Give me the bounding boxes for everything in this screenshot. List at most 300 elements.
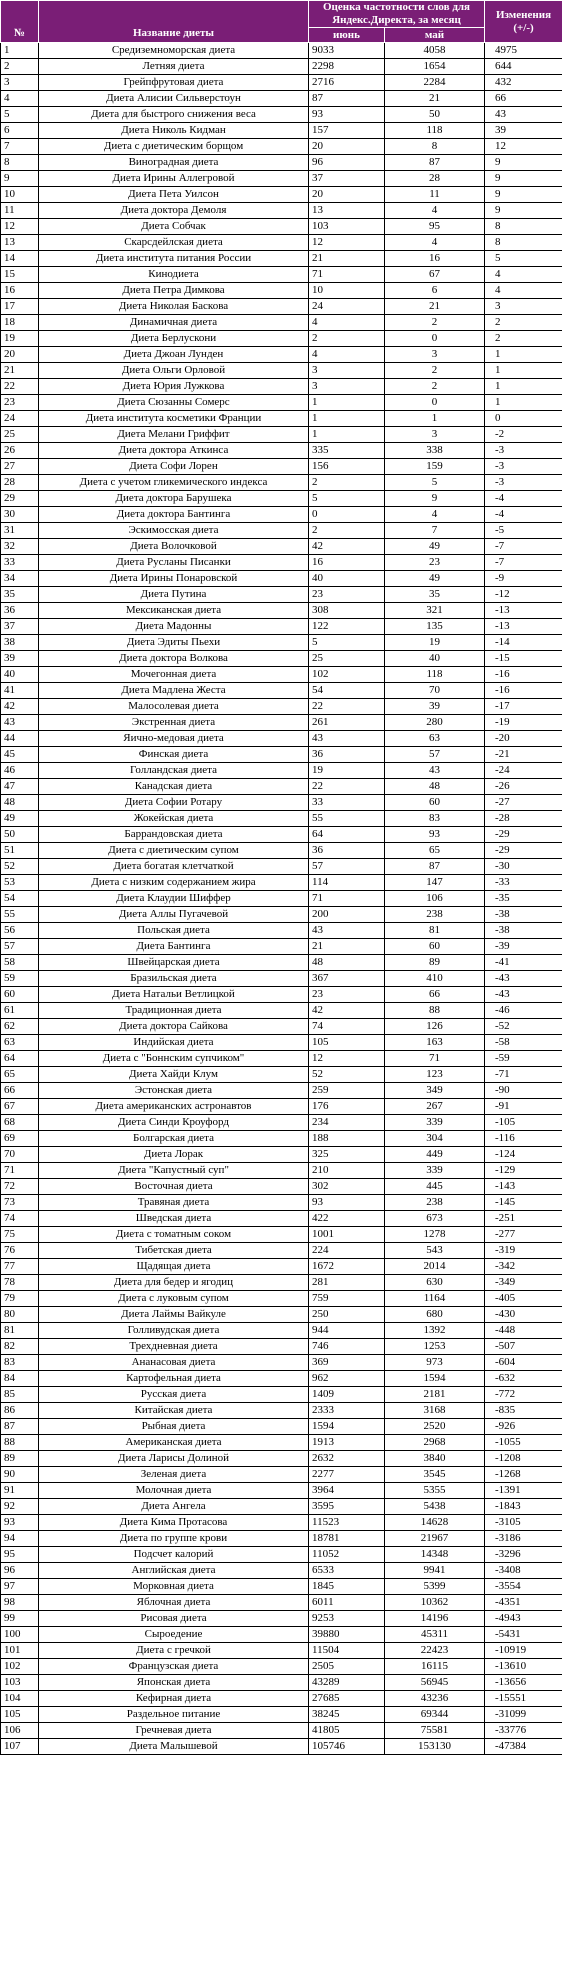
cell-may: 7	[385, 523, 485, 539]
cell-may: 4	[385, 507, 485, 523]
cell-number: 76	[1, 1243, 39, 1259]
cell-number: 97	[1, 1579, 39, 1595]
cell-may: 35	[385, 587, 485, 603]
cell-may: 238	[385, 1195, 485, 1211]
cell-diet-name: Щадящая диета	[39, 1259, 309, 1275]
cell-diet-name: Диета института косметики Франции	[39, 411, 309, 427]
cell-june: 9033	[309, 43, 385, 59]
cell-june: 105746	[309, 1739, 385, 1755]
cell-change: -4	[485, 507, 562, 523]
table-row	[1, 1499, 562, 1515]
table-row	[1, 571, 562, 587]
cell-june: 39880	[309, 1627, 385, 1643]
cell-number: 17	[1, 299, 39, 315]
cell-number: 18	[1, 315, 39, 331]
cell-june: 1672	[309, 1259, 385, 1275]
cell-diet-name: Японская диета	[39, 1675, 309, 1691]
cell-june: 3	[309, 363, 385, 379]
cell-june: 23	[309, 587, 385, 603]
cell-change: -430	[485, 1307, 562, 1323]
cell-number: 83	[1, 1355, 39, 1371]
table-body	[1, 43, 562, 1755]
table-row	[1, 1243, 562, 1259]
cell-may: 45311	[385, 1627, 485, 1643]
cell-june: 57	[309, 859, 385, 875]
cell-change: -277	[485, 1227, 562, 1243]
cell-diet-name: Диета Синди Кроуфорд	[39, 1115, 309, 1131]
cell-diet-name: Диета для быстрого снижения веса	[39, 107, 309, 123]
cell-change: 3	[485, 299, 562, 315]
table-row	[1, 123, 562, 139]
cell-number: 4	[1, 91, 39, 107]
cell-june: 93	[309, 107, 385, 123]
cell-number: 22	[1, 379, 39, 395]
cell-june: 33	[309, 795, 385, 811]
cell-may: 4	[385, 235, 485, 251]
cell-may: 2181	[385, 1387, 485, 1403]
cell-diet-name: Диета Русланы Писанки	[39, 555, 309, 571]
cell-diet-name: Бразильская диета	[39, 971, 309, 987]
table-row	[1, 763, 562, 779]
cell-diet-name: Диета Пета Уилсон	[39, 187, 309, 203]
table-row	[1, 1227, 562, 1243]
cell-number: 73	[1, 1195, 39, 1211]
cell-may: 135	[385, 619, 485, 635]
cell-june: 210	[309, 1163, 385, 1179]
cell-may: 2014	[385, 1259, 485, 1275]
table-row	[1, 379, 562, 395]
cell-june: 74	[309, 1019, 385, 1035]
cell-number: 46	[1, 763, 39, 779]
cell-change: -1268	[485, 1467, 562, 1483]
cell-change: -26	[485, 779, 562, 795]
cell-change: -835	[485, 1403, 562, 1419]
cell-diet-name: Традиционная диета	[39, 1003, 309, 1019]
header-may: май	[385, 28, 485, 43]
cell-number: 12	[1, 219, 39, 235]
cell-diet-name: Диета Ларисы Долиной	[39, 1451, 309, 1467]
cell-june: 40	[309, 571, 385, 587]
cell-change: -772	[485, 1387, 562, 1403]
cell-change: -319	[485, 1243, 562, 1259]
cell-change: 9	[485, 203, 562, 219]
cell-change: -28	[485, 811, 562, 827]
cell-change: 0	[485, 411, 562, 427]
cell-may: 1164	[385, 1291, 485, 1307]
cell-may: 43	[385, 763, 485, 779]
header-frequency-group: Оценка частотности слов для Яндекс.Директа, за месяц	[309, 1, 485, 28]
cell-june: 21	[309, 251, 385, 267]
cell-change: 4975	[485, 43, 562, 59]
cell-may: 153130	[385, 1739, 485, 1755]
cell-june: 302	[309, 1179, 385, 1195]
table-row	[1, 1403, 562, 1419]
cell-change: -38	[485, 907, 562, 923]
cell-diet-name: Голландская диета	[39, 763, 309, 779]
cell-june: 6011	[309, 1595, 385, 1611]
cell-diet-name: Рисовая диета	[39, 1611, 309, 1627]
table-row	[1, 395, 562, 411]
cell-change: -46	[485, 1003, 562, 1019]
cell-may: 28	[385, 171, 485, 187]
cell-june: 367	[309, 971, 385, 987]
cell-change: -1055	[485, 1435, 562, 1451]
cell-number: 105	[1, 1707, 39, 1723]
cell-diet-name: Диета Сюзанны Сомерс	[39, 395, 309, 411]
cell-june: 24	[309, 299, 385, 315]
cell-june: 13	[309, 203, 385, 219]
cell-june: 2	[309, 523, 385, 539]
cell-change: -9	[485, 571, 562, 587]
table-row	[1, 779, 562, 795]
cell-number: 67	[1, 1099, 39, 1115]
cell-diet-name: Кефирная диета	[39, 1691, 309, 1707]
table-row	[1, 811, 562, 827]
table-row	[1, 1435, 562, 1451]
cell-june: 10	[309, 283, 385, 299]
cell-number: 27	[1, 459, 39, 475]
cell-change: -20	[485, 731, 562, 747]
cell-june: 52	[309, 1067, 385, 1083]
cell-diet-name: Раздельное питание	[39, 1707, 309, 1723]
cell-june: 38245	[309, 1707, 385, 1723]
cell-change: -3296	[485, 1547, 562, 1563]
cell-number: 71	[1, 1163, 39, 1179]
cell-may: 4058	[385, 43, 485, 59]
cell-change: -7	[485, 555, 562, 571]
cell-diet-name: Мочегонная диета	[39, 667, 309, 683]
cell-may: 14348	[385, 1547, 485, 1563]
cell-number: 45	[1, 747, 39, 763]
cell-may: 23	[385, 555, 485, 571]
cell-number: 85	[1, 1387, 39, 1403]
cell-june: 2632	[309, 1451, 385, 1467]
header-june: июнь	[309, 28, 385, 43]
cell-may: 1392	[385, 1323, 485, 1339]
table-row	[1, 683, 562, 699]
table-row	[1, 843, 562, 859]
cell-may: 118	[385, 667, 485, 683]
cell-diet-name: Китайская диета	[39, 1403, 309, 1419]
cell-number: 25	[1, 427, 39, 443]
table-row	[1, 1067, 562, 1083]
table-row	[1, 1355, 562, 1371]
cell-may: 10362	[385, 1595, 485, 1611]
cell-diet-name: Диета Петра Димкова	[39, 283, 309, 299]
cell-diet-name: Диета Хайди Клум	[39, 1067, 309, 1083]
cell-change: -405	[485, 1291, 562, 1307]
cell-may: 4	[385, 203, 485, 219]
cell-diet-name: Диета Николая Баскова	[39, 299, 309, 315]
table-row	[1, 43, 562, 59]
cell-diet-name: Диета Юрия Лужкова	[39, 379, 309, 395]
cell-number: 62	[1, 1019, 39, 1035]
cell-change: 5	[485, 251, 562, 267]
cell-change: -632	[485, 1371, 562, 1387]
cell-number: 31	[1, 523, 39, 539]
cell-june: 325	[309, 1147, 385, 1163]
table-row	[1, 1339, 562, 1355]
cell-change: -448	[485, 1323, 562, 1339]
cell-june: 6533	[309, 1563, 385, 1579]
cell-may: 75581	[385, 1723, 485, 1739]
cell-june: 5	[309, 635, 385, 651]
cell-diet-name: Жокейская диета	[39, 811, 309, 827]
cell-diet-name: Финская диета	[39, 747, 309, 763]
cell-june: 25	[309, 651, 385, 667]
cell-june: 2	[309, 475, 385, 491]
cell-number: 6	[1, 123, 39, 139]
cell-june: 944	[309, 1323, 385, 1339]
cell-change: -17	[485, 699, 562, 715]
cell-change: -35	[485, 891, 562, 907]
cell-number: 95	[1, 1547, 39, 1563]
cell-diet-name: Диета доктора Демоля	[39, 203, 309, 219]
table-row	[1, 91, 562, 107]
cell-diet-name: Яблочная диета	[39, 1595, 309, 1611]
table-row	[1, 1099, 562, 1115]
cell-number: 34	[1, 571, 39, 587]
cell-diet-name: Диета Алисии Сильверстоун	[39, 91, 309, 107]
cell-may: 57	[385, 747, 485, 763]
table-row	[1, 1531, 562, 1547]
cell-may: 9	[385, 491, 485, 507]
cell-diet-name: Скарсдейлская диета	[39, 235, 309, 251]
cell-change: 1	[485, 363, 562, 379]
cell-june: 261	[309, 715, 385, 731]
cell-june: 55	[309, 811, 385, 827]
cell-number: 84	[1, 1371, 39, 1387]
cell-change: -71	[485, 1067, 562, 1083]
cell-june: 43289	[309, 1675, 385, 1691]
cell-may: 280	[385, 715, 485, 731]
table-row	[1, 747, 562, 763]
cell-may: 267	[385, 1099, 485, 1115]
table-row	[1, 1387, 562, 1403]
cell-may: 21	[385, 299, 485, 315]
cell-number: 103	[1, 1675, 39, 1691]
cell-may: 673	[385, 1211, 485, 1227]
cell-june: 11504	[309, 1643, 385, 1659]
cell-may: 14628	[385, 1515, 485, 1531]
cell-number: 8	[1, 155, 39, 171]
cell-number: 64	[1, 1051, 39, 1067]
cell-june: 157	[309, 123, 385, 139]
cell-may: 88	[385, 1003, 485, 1019]
cell-may: 87	[385, 859, 485, 875]
cell-diet-name: Диета по группе крови	[39, 1531, 309, 1547]
cell-number: 57	[1, 939, 39, 955]
cell-june: 224	[309, 1243, 385, 1259]
cell-change: 4	[485, 283, 562, 299]
cell-june: 200	[309, 907, 385, 923]
cell-number: 79	[1, 1291, 39, 1307]
cell-june: 122	[309, 619, 385, 635]
cell-may: 9941	[385, 1563, 485, 1579]
table-row	[1, 363, 562, 379]
cell-number: 13	[1, 235, 39, 251]
table-row	[1, 907, 562, 923]
table-row	[1, 459, 562, 475]
cell-number: 9	[1, 171, 39, 187]
cell-change: -15	[485, 651, 562, 667]
cell-number: 94	[1, 1531, 39, 1547]
cell-diet-name: Виноградная диета	[39, 155, 309, 171]
cell-may: 2	[385, 379, 485, 395]
cell-number: 38	[1, 635, 39, 651]
cell-diet-name: Швейцарская диета	[39, 955, 309, 971]
cell-number: 89	[1, 1451, 39, 1467]
cell-diet-name: Американская диета	[39, 1435, 309, 1451]
cell-may: 0	[385, 395, 485, 411]
cell-change: -19	[485, 715, 562, 731]
cell-change: -13	[485, 619, 562, 635]
cell-may: 11	[385, 187, 485, 203]
cell-diet-name: Диета института питания России	[39, 251, 309, 267]
cell-may: 106	[385, 891, 485, 907]
table-row	[1, 507, 562, 523]
cell-june: 102	[309, 667, 385, 683]
cell-may: 49	[385, 571, 485, 587]
table-row	[1, 347, 562, 363]
cell-diet-name: Баррандовская диета	[39, 827, 309, 843]
cell-diet-name: Диета доктора Барушека	[39, 491, 309, 507]
header-diet-name: Название диеты	[39, 1, 309, 43]
cell-change: 9	[485, 155, 562, 171]
cell-number: 43	[1, 715, 39, 731]
cell-may: 83	[385, 811, 485, 827]
table-row	[1, 1083, 562, 1099]
cell-change: -52	[485, 1019, 562, 1035]
cell-june: 308	[309, 603, 385, 619]
cell-diet-name: Диета с гречкой	[39, 1643, 309, 1659]
cell-diet-name: Диета Ольги Орловой	[39, 363, 309, 379]
table-row	[1, 299, 562, 315]
cell-june: 9253	[309, 1611, 385, 1627]
cell-change: 432	[485, 75, 562, 91]
table-row	[1, 411, 562, 427]
table-row	[1, 1659, 562, 1675]
cell-june: 2277	[309, 1467, 385, 1483]
cell-june: 1845	[309, 1579, 385, 1595]
cell-change: -43	[485, 971, 562, 987]
cell-change: -13	[485, 603, 562, 619]
cell-diet-name: Подсчет калорий	[39, 1547, 309, 1563]
cell-may: 1654	[385, 59, 485, 75]
cell-diet-name: Грейпфрутовая диета	[39, 75, 309, 91]
cell-number: 91	[1, 1483, 39, 1499]
cell-number: 11	[1, 203, 39, 219]
cell-number: 66	[1, 1083, 39, 1099]
cell-number: 77	[1, 1259, 39, 1275]
cell-june: 1594	[309, 1419, 385, 1435]
cell-may: 973	[385, 1355, 485, 1371]
cell-diet-name: Диета с диетическим супом	[39, 843, 309, 859]
cell-change: -12	[485, 587, 562, 603]
cell-number: 87	[1, 1419, 39, 1435]
cell-number: 106	[1, 1723, 39, 1739]
cell-june: 23	[309, 987, 385, 1003]
cell-june: 18781	[309, 1531, 385, 1547]
cell-number: 59	[1, 971, 39, 987]
cell-change: 9	[485, 171, 562, 187]
table-row	[1, 1419, 562, 1435]
cell-number: 10	[1, 187, 39, 203]
cell-change: -10919	[485, 1643, 562, 1659]
cell-change: -29	[485, 827, 562, 843]
cell-june: 422	[309, 1211, 385, 1227]
cell-june: 4	[309, 347, 385, 363]
table-row	[1, 1595, 562, 1611]
cell-may: 0	[385, 331, 485, 347]
cell-june: 1913	[309, 1435, 385, 1451]
cell-may: 63	[385, 731, 485, 747]
cell-june: 962	[309, 1371, 385, 1387]
table-row	[1, 315, 562, 331]
cell-diet-name: Малосолевая диета	[39, 699, 309, 715]
cell-change: -16	[485, 667, 562, 683]
cell-change: -3408	[485, 1563, 562, 1579]
table-row	[1, 475, 562, 491]
cell-change: -143	[485, 1179, 562, 1195]
cell-number: 15	[1, 267, 39, 283]
cell-number: 2	[1, 59, 39, 75]
cell-may: 3545	[385, 1467, 485, 1483]
cell-may: 449	[385, 1147, 485, 1163]
cell-change: -3	[485, 475, 562, 491]
table-row	[1, 203, 562, 219]
cell-number: 49	[1, 811, 39, 827]
table-row	[1, 1707, 562, 1723]
cell-diet-name: Мексиканская диета	[39, 603, 309, 619]
cell-change: 66	[485, 91, 562, 107]
cell-may: 2520	[385, 1419, 485, 1435]
cell-change: 1	[485, 395, 562, 411]
cell-number: 54	[1, 891, 39, 907]
table-row	[1, 1611, 562, 1627]
cell-june: 43	[309, 731, 385, 747]
cell-number: 42	[1, 699, 39, 715]
cell-diet-name: Диета Натальи Ветлицкой	[39, 987, 309, 1003]
cell-june: 22	[309, 699, 385, 715]
cell-june: 1	[309, 395, 385, 411]
table-row	[1, 139, 562, 155]
cell-number: 99	[1, 1611, 39, 1627]
cell-diet-name: Летняя диета	[39, 59, 309, 75]
cell-may: 338	[385, 443, 485, 459]
cell-june: 1	[309, 411, 385, 427]
cell-may: 445	[385, 1179, 485, 1195]
cell-change: -33	[485, 875, 562, 891]
cell-diet-name: Диета Софии Ротару	[39, 795, 309, 811]
table-row	[1, 219, 562, 235]
cell-number: 69	[1, 1131, 39, 1147]
cell-diet-name: Диета Кима Протасова	[39, 1515, 309, 1531]
table-row	[1, 1483, 562, 1499]
cell-diet-name: Эстонская диета	[39, 1083, 309, 1099]
cell-change: -21	[485, 747, 562, 763]
cell-diet-name: Кинодиета	[39, 267, 309, 283]
cell-number: 70	[1, 1147, 39, 1163]
cell-may: 81	[385, 923, 485, 939]
cell-change: 8	[485, 219, 562, 235]
cell-may: 40	[385, 651, 485, 667]
cell-number: 3	[1, 75, 39, 91]
cell-diet-name: Диета с томатным соком	[39, 1227, 309, 1243]
cell-diet-name: Диета Аллы Пугачевой	[39, 907, 309, 923]
cell-june: 2716	[309, 75, 385, 91]
cell-change: -1208	[485, 1451, 562, 1467]
